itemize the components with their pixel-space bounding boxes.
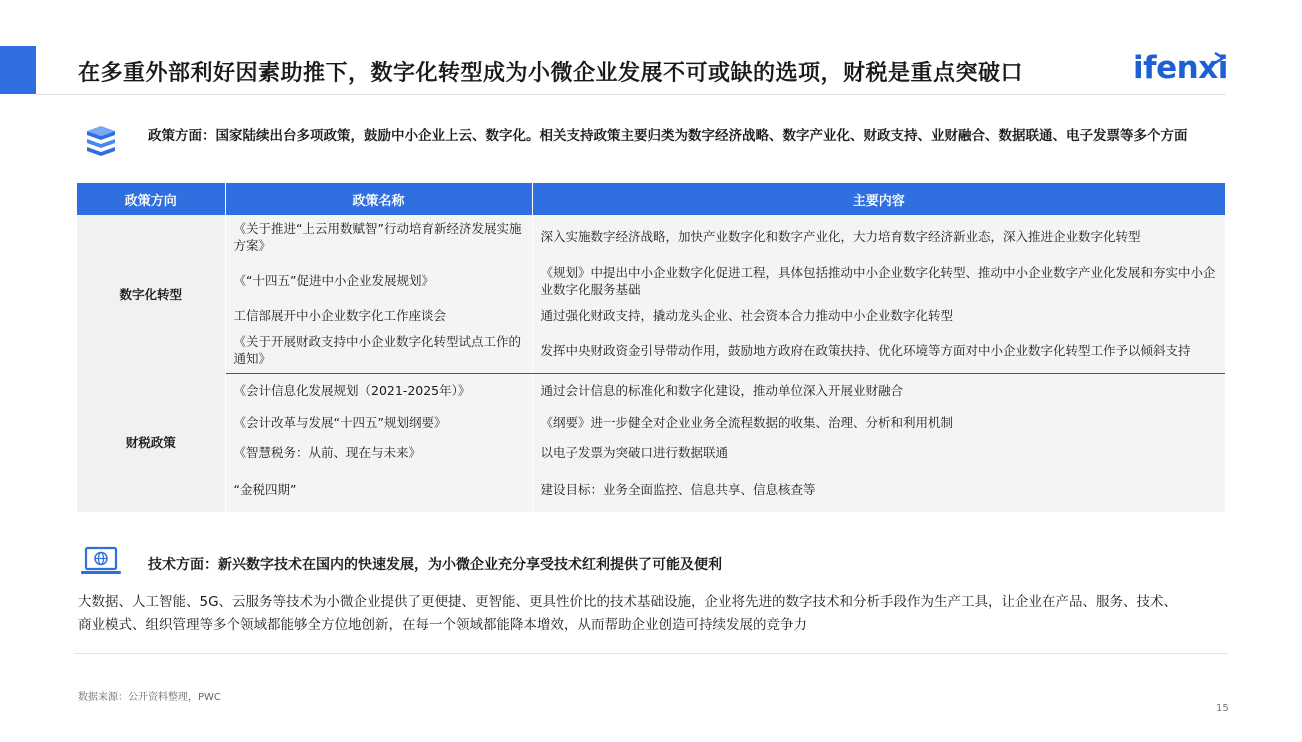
policy-content-cell: 以电子发票为突破口进行数据联通 <box>532 437 1225 467</box>
policy-content-cell: 《规划》中提出中小企业数字化促进工程，具体包括推动中小企业数字化转型、推动中小企业数字产业化发展和夯实中小企业数字化服务基础 <box>532 258 1225 303</box>
policy-name-cell: 《智慧税务：从前、现在与未来》 <box>225 437 532 467</box>
data-source: 数据来源：公开资料整理，PWC <box>78 692 221 703</box>
footer-divider <box>74 653 1228 654</box>
laptop-globe-icon <box>80 546 122 576</box>
policy-table <box>77 183 1225 512</box>
books-icon <box>84 126 118 156</box>
policy-content-cell: 建设目标：业务全面监控、信息共享、信息核查等 <box>532 467 1225 512</box>
header-content: 主要内容 <box>532 183 1225 215</box>
policy-content-cell: 发挥中央财政资金引导带动作用，鼓励地方政府在政策扶持、优化环境等方面对中小企业数字化转型工作予以倾斜支持 <box>532 328 1225 373</box>
policy-name-cell: 《会计改革与发展“十四五”规划纲要》 <box>225 407 532 437</box>
policy-name-cell: 《关于推进“上云用数赋智”行动培育新经济发展实施方案》 <box>225 215 532 258</box>
policy-summary: 政策方面：国家陆续出台多项政策，鼓励中小企业上云、数字化。相关支持政策主要归类为数字经济战略、数字产业化、财政支持、业财融合、数据联通、电子发票等多个方面 <box>148 128 1188 144</box>
table-header-row <box>77 183 1225 215</box>
direction-cell: 财税政策 <box>77 373 225 512</box>
page-number: 15 <box>1216 703 1229 714</box>
tech-heading: 技术方面：新兴数字技术在国内的快速发展，为小微企业充分享受技术红利提供了可能及便利 <box>148 557 722 573</box>
header-direction: 政策方向 <box>77 183 225 215</box>
tech-body-text: 大数据、人工智能、5G、云服务等技术为小微企业提供了更便捷、更智能、更具性价比的技术基础设施，企业将先进的数字技术和分析手段作为生产工具，让企业在产品、服务、技术、商业模式、组织管理等多个领域都能够全方位地创新，在每一个领域都能降本增效，从而帮助企业创造可持续发展的竞争力 <box>78 594 1178 633</box>
policy-content-cell: 《纲要》进一步健全对企业业务全流程数据的收集、治理、分析和利用机制 <box>532 407 1225 437</box>
policy-name-cell: 《会计信息化发展规划（2021-2025年）》 <box>225 373 532 407</box>
table-row <box>77 215 1225 258</box>
table-row <box>77 373 1225 407</box>
logo-arrow-icon <box>1213 52 1225 64</box>
policy-content-cell: 通过会计信息的标准化和数字化建设，推动单位深入开展业财融合 <box>532 373 1225 407</box>
table-row <box>77 328 1225 373</box>
table-row <box>77 467 1225 512</box>
table-row <box>77 303 1225 328</box>
policy-content-cell: 通过强化财政支持，撬动龙头企业、社会资本合力推动中小企业数字化转型 <box>532 303 1225 328</box>
policy-name-cell: “金税四期” <box>225 467 532 512</box>
policy-name-cell: 工信部展开中小企业数字化工作座谈会 <box>225 303 532 328</box>
table-row <box>77 407 1225 437</box>
header-divider <box>36 94 1226 95</box>
table-row <box>77 258 1225 303</box>
policy-name-cell: 《“十四五”促进中小企业发展规划》 <box>225 258 532 303</box>
title-accent-bar <box>0 46 36 94</box>
direction-cell: 数字化转型 <box>77 215 225 373</box>
ifenxi-logo: ifenxi <box>1133 50 1228 86</box>
header-policy-name: 政策名称 <box>225 183 532 215</box>
table-row <box>77 437 1225 467</box>
policy-content-cell: 深入实施数字经济战略，加快产业数字化和数字产业化，大力培育数字经济新业态，深入推进企业数字化转型 <box>532 215 1225 258</box>
page-title: 在多重外部利好因素助推下，数字化转型成为小微企业发展不可或缺的选项，财税是重点突破口 <box>78 61 1024 86</box>
policy-name-cell: 《关于开展财政支持中小企业数字化转型试点工作的通知》 <box>225 328 532 373</box>
